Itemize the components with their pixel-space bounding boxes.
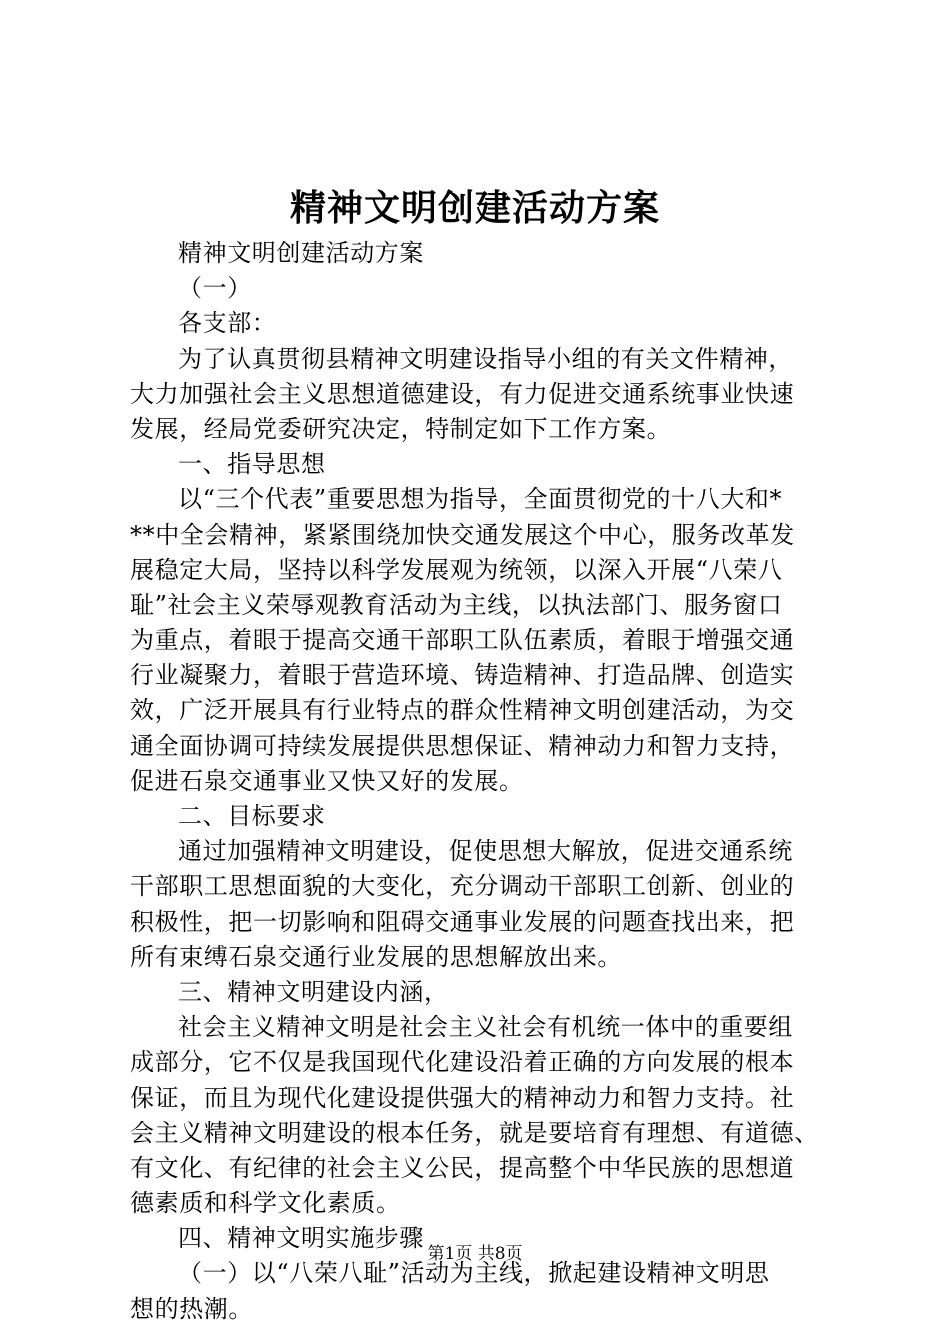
paragraph-line: 二、目标要求: [178, 802, 326, 830]
paragraph-line: 通过加强精神文明建设，促使思想大解放，促进交通系统: [178, 837, 793, 866]
paragraph-line: 以“三个代表”重要思想为指导，全面贯彻党的十八大和*: [178, 485, 783, 514]
paragraph-line: **中全会精神，紧紧围绕加快交通发展这个中心，服务改革发: [130, 520, 795, 549]
paragraph-line: 各支部：: [178, 309, 277, 338]
paragraph-line: 促进石泉交通事业又快又好的发展。: [130, 766, 524, 795]
paragraph-line: 成部分，它不仅是我国现代化建设沿着正确的方向发展的根本: [130, 1048, 795, 1077]
paragraph-line: 干部职工思想面貌的大变化，充分调动干部职工创新、创业的: [130, 872, 795, 901]
paragraph-line: 三、精神文明建设内涵，: [178, 977, 449, 1006]
paragraph-line: 积极性，把一切影响和阻碍交通事业发展的问题查找出来，把: [130, 907, 795, 936]
paragraph-line: 会主义精神文明建设的根本任务，就是要培育有理想、有道德、: [130, 1118, 819, 1147]
paragraph-line: 为重点，着眼于提高交通干部职工队伍素质，着眼于增强交通: [130, 626, 795, 655]
paragraph-line: （一）: [178, 274, 252, 303]
document-title: 精神文明创建活动方案: [289, 187, 660, 229]
paragraph-line: 发展，经局党委研究决定，特制定如下工作方案。: [130, 414, 672, 443]
paragraph-line: 效，广泛开展具有行业特点的群众性精神文明创建活动，为交: [130, 696, 795, 725]
document-body: [130, 236, 830, 1327]
paragraph-line: 社会主义精神文明是社会主义社会有机统一体中的重要组: [178, 1013, 793, 1042]
paragraph-line: 大力加强社会主义思想道德建设，有力促进交通系统事业快速: [130, 379, 795, 408]
paragraph-line: 德素质和科学文化素质。: [130, 1189, 401, 1218]
paragraph-line: 想的热潮。: [130, 1294, 253, 1323]
paragraph-line: 耻”社会主义荣辱观教育活动为主线，以执法部门、服务窗口: [130, 590, 783, 619]
paragraph-line: （一）以“八荣八耻”活动为主线，掀起建设精神文明思: [178, 1259, 770, 1288]
paragraph-line: 通全面协调可持续发展提供思想保证、精神动力和智力支持，: [130, 731, 795, 760]
paragraph-line: 一、指导思想: [178, 450, 326, 479]
paragraph-line: 展稳定大局，坚持以科学发展观为统领，以深入开展“八荣八: [130, 555, 783, 584]
page-number-footer: 第1页 共8页: [427, 1244, 523, 1264]
paragraph-line: 精神文明创建活动方案: [178, 239, 424, 267]
paragraph-line: 保证，而且为现代化建设提供强大的精神动力和智力支持。社: [130, 1083, 795, 1112]
paragraph-line: 四、精神文明实施步骤: [178, 1224, 424, 1253]
paragraph-line: 有文化、有纪律的社会主义公民，提高整个中华民族的思想道: [130, 1153, 795, 1182]
paragraph-line: 所有束缚石泉交通行业发展的思想解放出来。: [130, 942, 622, 971]
paragraph-line: 为了认真贯彻县精神文明建设指导小组的有关文件精神，: [178, 344, 793, 373]
paragraph-line: 行业凝聚力，着眼于营造环境、铸造精神、打造品牌、创造实: [130, 661, 795, 690]
